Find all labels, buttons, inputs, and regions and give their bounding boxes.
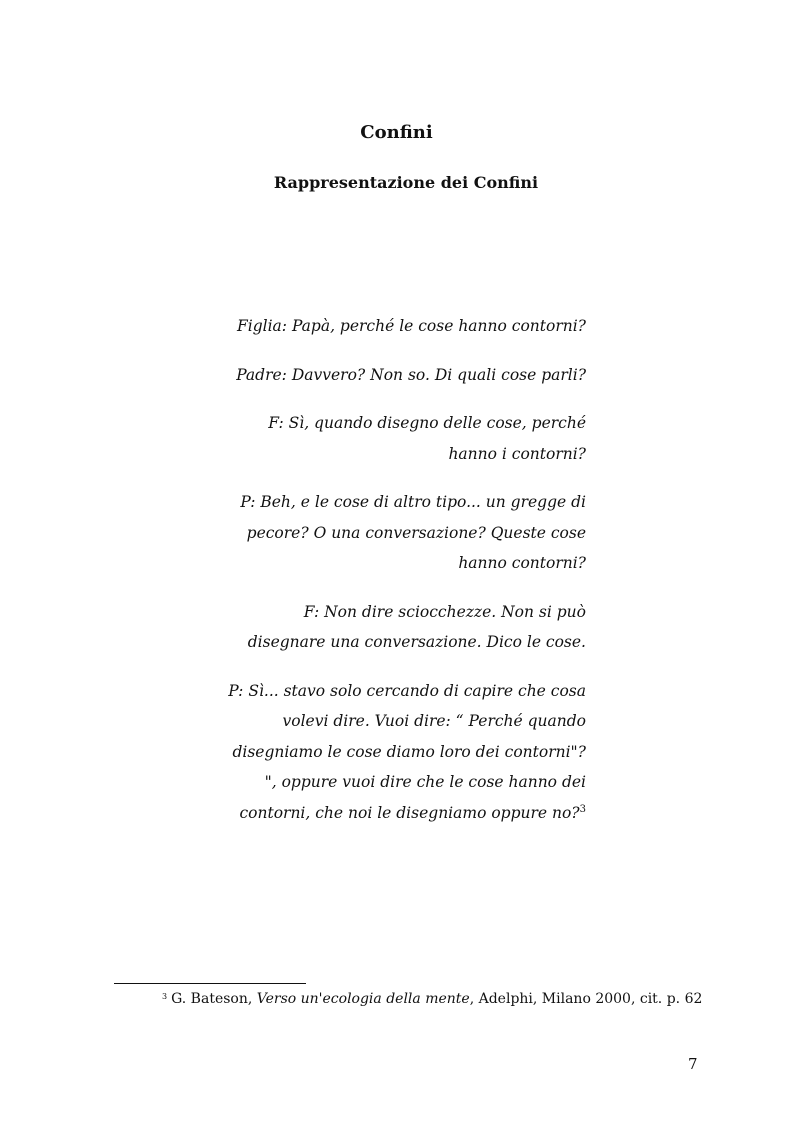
dialogue-line: Padre: Davvero? Non so. Di quali cose parli? xyxy=(236,365,586,384)
footnote-marker: 3 xyxy=(162,992,168,1001)
dialogue-line: F: Sì, quando disegno delle cose, perché hanno i contorni? xyxy=(268,414,586,463)
page-title: Confini xyxy=(360,122,433,143)
footnote-citation: , Adelphi, Milano 2000, cit. p. 62 xyxy=(469,991,703,1007)
dialogue-quote xyxy=(225,311,586,846)
dialogue-line: Figlia: Papà, perché le cose hanno contorni? xyxy=(237,317,586,335)
footnote-reference: 3 xyxy=(579,803,586,815)
section-subtitle: Rappresentazione dei Confini xyxy=(273,173,539,192)
dialogue-line: P: Sì... stavo solo cercando di capire che cosa volevi dire. Vuoi dire: “ Perché quando disegniamo le cose diamo loro dei contorni"? ", oppure vuoi dire che le cose hanno dei contorni, che noi le disegniamo oppure no?$^3$ xyxy=(228,681,586,822)
footnote-separator xyxy=(114,983,306,984)
page-number: 7 xyxy=(688,1055,698,1073)
footnote xyxy=(162,989,702,1009)
footnote-author: G. Bateson, xyxy=(171,991,253,1007)
footnote-title: Verso un'ecologia della mente xyxy=(256,991,470,1007)
dialogue-line: P: Beh, e le cose di altro tipo... un gregge di pecore? O una conversazione? Queste cose hanno contorni? xyxy=(240,493,586,572)
dialogue-line: F: Non dire sciocchezze. Non si può disegnare una conversazione. Dico le cose. xyxy=(247,602,586,651)
